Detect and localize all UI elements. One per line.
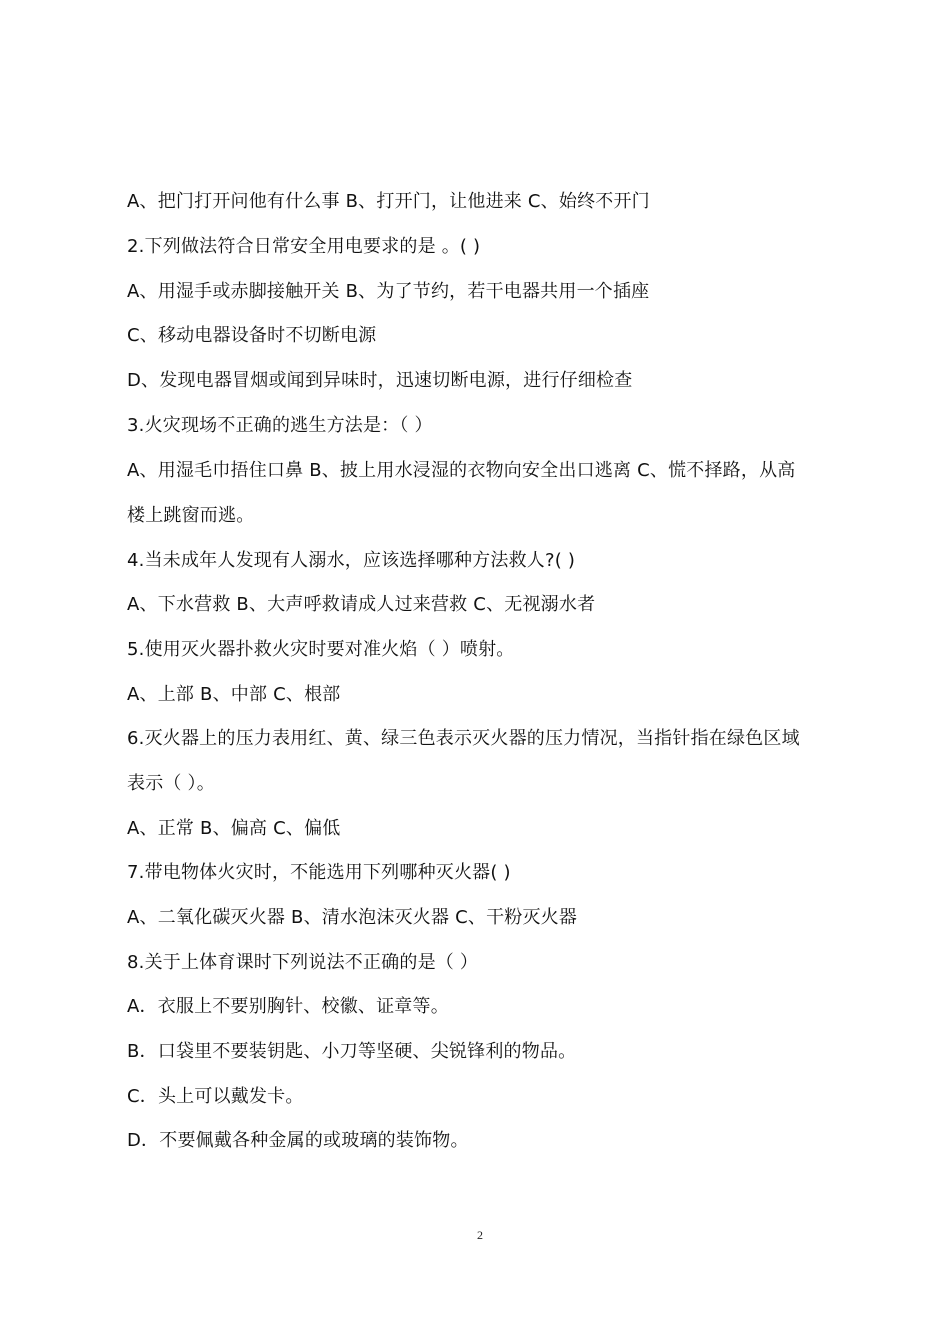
q8-option-c: C．头上可以戴发卡。 [127, 1086, 304, 1107]
q7-question: 7.带电物体火灾时，不能选用下列哪种灭火器( ) [127, 862, 511, 883]
q3-options-continued: 楼上跳窗而逃。 [127, 505, 255, 526]
q6-question-continued: 表示（ ）。 [127, 773, 215, 794]
q2-option-d: D、发现电器冒烟或闻到异味时，迅速切断电源，进行仔细检查 [127, 370, 633, 391]
page-number: 2 [477, 1228, 483, 1242]
q8-option-a: A．衣服上不要别胸针、校徽、证章等。 [127, 996, 449, 1017]
q7-options: A、二氧化碳灭火器 B、清水泡沫灭火器 C、干粉灭火器 [127, 907, 578, 928]
q4-question: 4.当未成年人发现有人溺水，应该选择哪种方法救人?( ) [127, 550, 576, 571]
q2-options-ab: A、用湿手或赤脚接触开关 B、为了节约，若干电器共用一个插座 [127, 281, 650, 302]
q3-options: A、用湿毛巾捂住口鼻 B、披上用水浸湿的衣物向安全出口逃离 C、慌不择路，从高 [127, 460, 796, 481]
q8-option-b: B．口袋里不要装钥匙、小刀等坚硬、尖锐锋利的物品。 [127, 1041, 577, 1062]
q5-options: A、上部 B、中部 C、根部 [127, 684, 341, 705]
q8-question: 8.关于上体育课时下列说法不正确的是（ ） [127, 952, 479, 973]
q3-question: 3.火灾现场不正确的逃生方法是：（ ） [127, 415, 433, 436]
q5-question: 5.使用灭火器扑救火灾时要对准火焰（ ）喷射。 [127, 639, 515, 660]
q6-question: 6.灭火器上的压力表用红、黄、绿三色表示灭火器的压力情况，当指针指在绿色区域 [127, 728, 800, 749]
q2-question: 2.下列做法符合日常安全用电要求的是 。( ) [127, 236, 481, 257]
q8-option-d: D．不要佩戴各种金属的或玻璃的装饰物。 [127, 1130, 469, 1151]
q1-options: A、把门打开问他有什么事 B、打开门，让他进来 C、始终不开门 [127, 191, 650, 212]
q6-options: A、正常 B、偏高 C、偏低 [127, 818, 341, 839]
q4-options: A、下水营救 B、大声呼救请成人过来营救 C、无视溺水者 [127, 594, 596, 615]
q2-option-c: C、移动电器设备时不切断电源 [127, 325, 377, 346]
